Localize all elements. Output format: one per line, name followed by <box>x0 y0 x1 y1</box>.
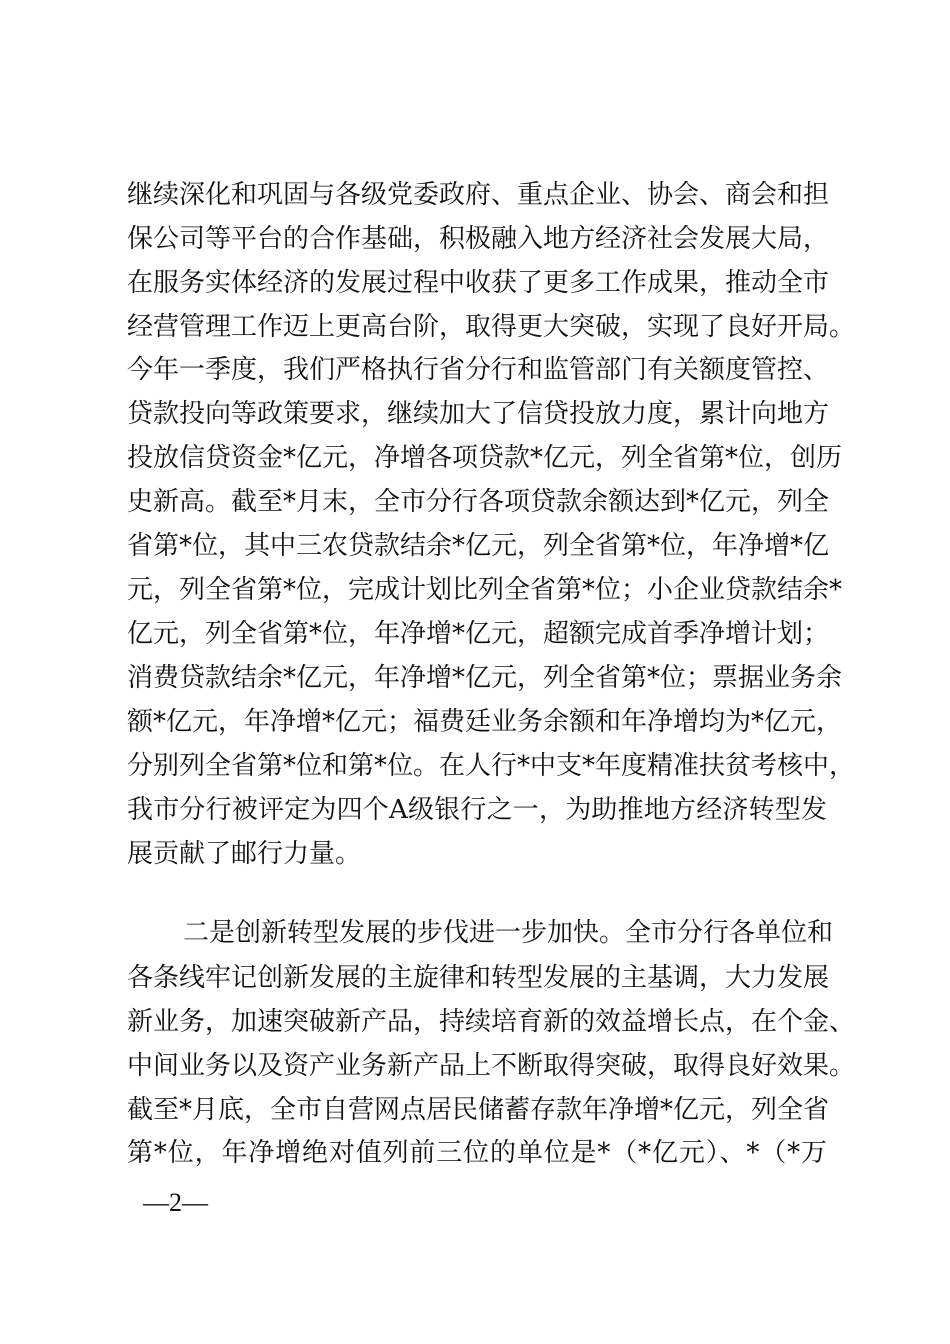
text-line: 今年一季度，我们严格执行省分行和监管部门有关额度管控、 <box>127 355 830 385</box>
text-line: 贷款投向等政策要求，继续加大了信贷投放力度，累计向地方 <box>127 399 830 429</box>
page-number: —2— <box>143 1188 208 1217</box>
text-line: 在服务实体经济的发展过程中收获了更多工作成果，推动全市 <box>127 268 830 298</box>
text-line: 元，列全省第*位，完成计划比列全省第*位；小企业贷款结余* <box>127 575 843 605</box>
text-line: 截至*月底，全市自营网点居民储蓄存款年净增*亿元，列全省 <box>127 1095 830 1125</box>
text-line: 中间业务以及资产业务新产品上不断取得突破，取得良好效果。 <box>127 1051 856 1081</box>
text-line: 继续深化和巩固与各级党委政府、重点企业、协会、商会和担 <box>127 180 830 210</box>
text-line: 亿元，列全省第*位，年净增*亿元，超额完成首季净增计划； <box>127 619 830 649</box>
text-line: 我市分行被评定为四个A级银行之一，为助推地方经济转型发 <box>127 795 827 825</box>
text-line: 史新高。截至*月末，全市分行各项贷款余额达到*亿元，列全 <box>127 487 830 517</box>
text-line: 省第*位，其中三农贷款结余*亿元，列全省第*位，年净增*亿 <box>127 531 830 561</box>
text-line: 各条线牢记创新发展的主旋律和转型发展的主基调，大力发展 <box>127 963 830 993</box>
paragraph-heading-line: 二是创新转型发展的步伐进一步加快。全市分行各单位和 <box>183 918 834 948</box>
text-line: 展贡献了邮行力量。 <box>127 839 362 869</box>
text-line: 消费贷款结余*亿元，年净增*亿元，列全省第*位；票据业务余 <box>127 663 843 693</box>
text-line: 投放信贷资金*亿元，净增各项贷款*亿元，列全省第*位，创历 <box>127 443 843 473</box>
text-line: 额*亿元，年净增*亿元；福费廷业务余额和年净增均为*亿元， <box>127 707 843 737</box>
text-line: 新业务，加速突破新产品，持续培育新的效益增长点，在个金、 <box>127 1007 856 1037</box>
text-line: 经营管理工作迈上更高台阶，取得更大突破，实现了良好开局。 <box>127 312 856 342</box>
text-line: 分别列全省第*位和第*位。在人行*中支*年度精准扶贫考核中， <box>127 751 856 781</box>
text-line: 保公司等平台的合作基础，积极融入地方经济社会发展大局， <box>127 224 830 254</box>
text-line: 第*位，年净增绝对值列前三位的单位是*（*亿元）、*（*万 <box>127 1138 827 1168</box>
